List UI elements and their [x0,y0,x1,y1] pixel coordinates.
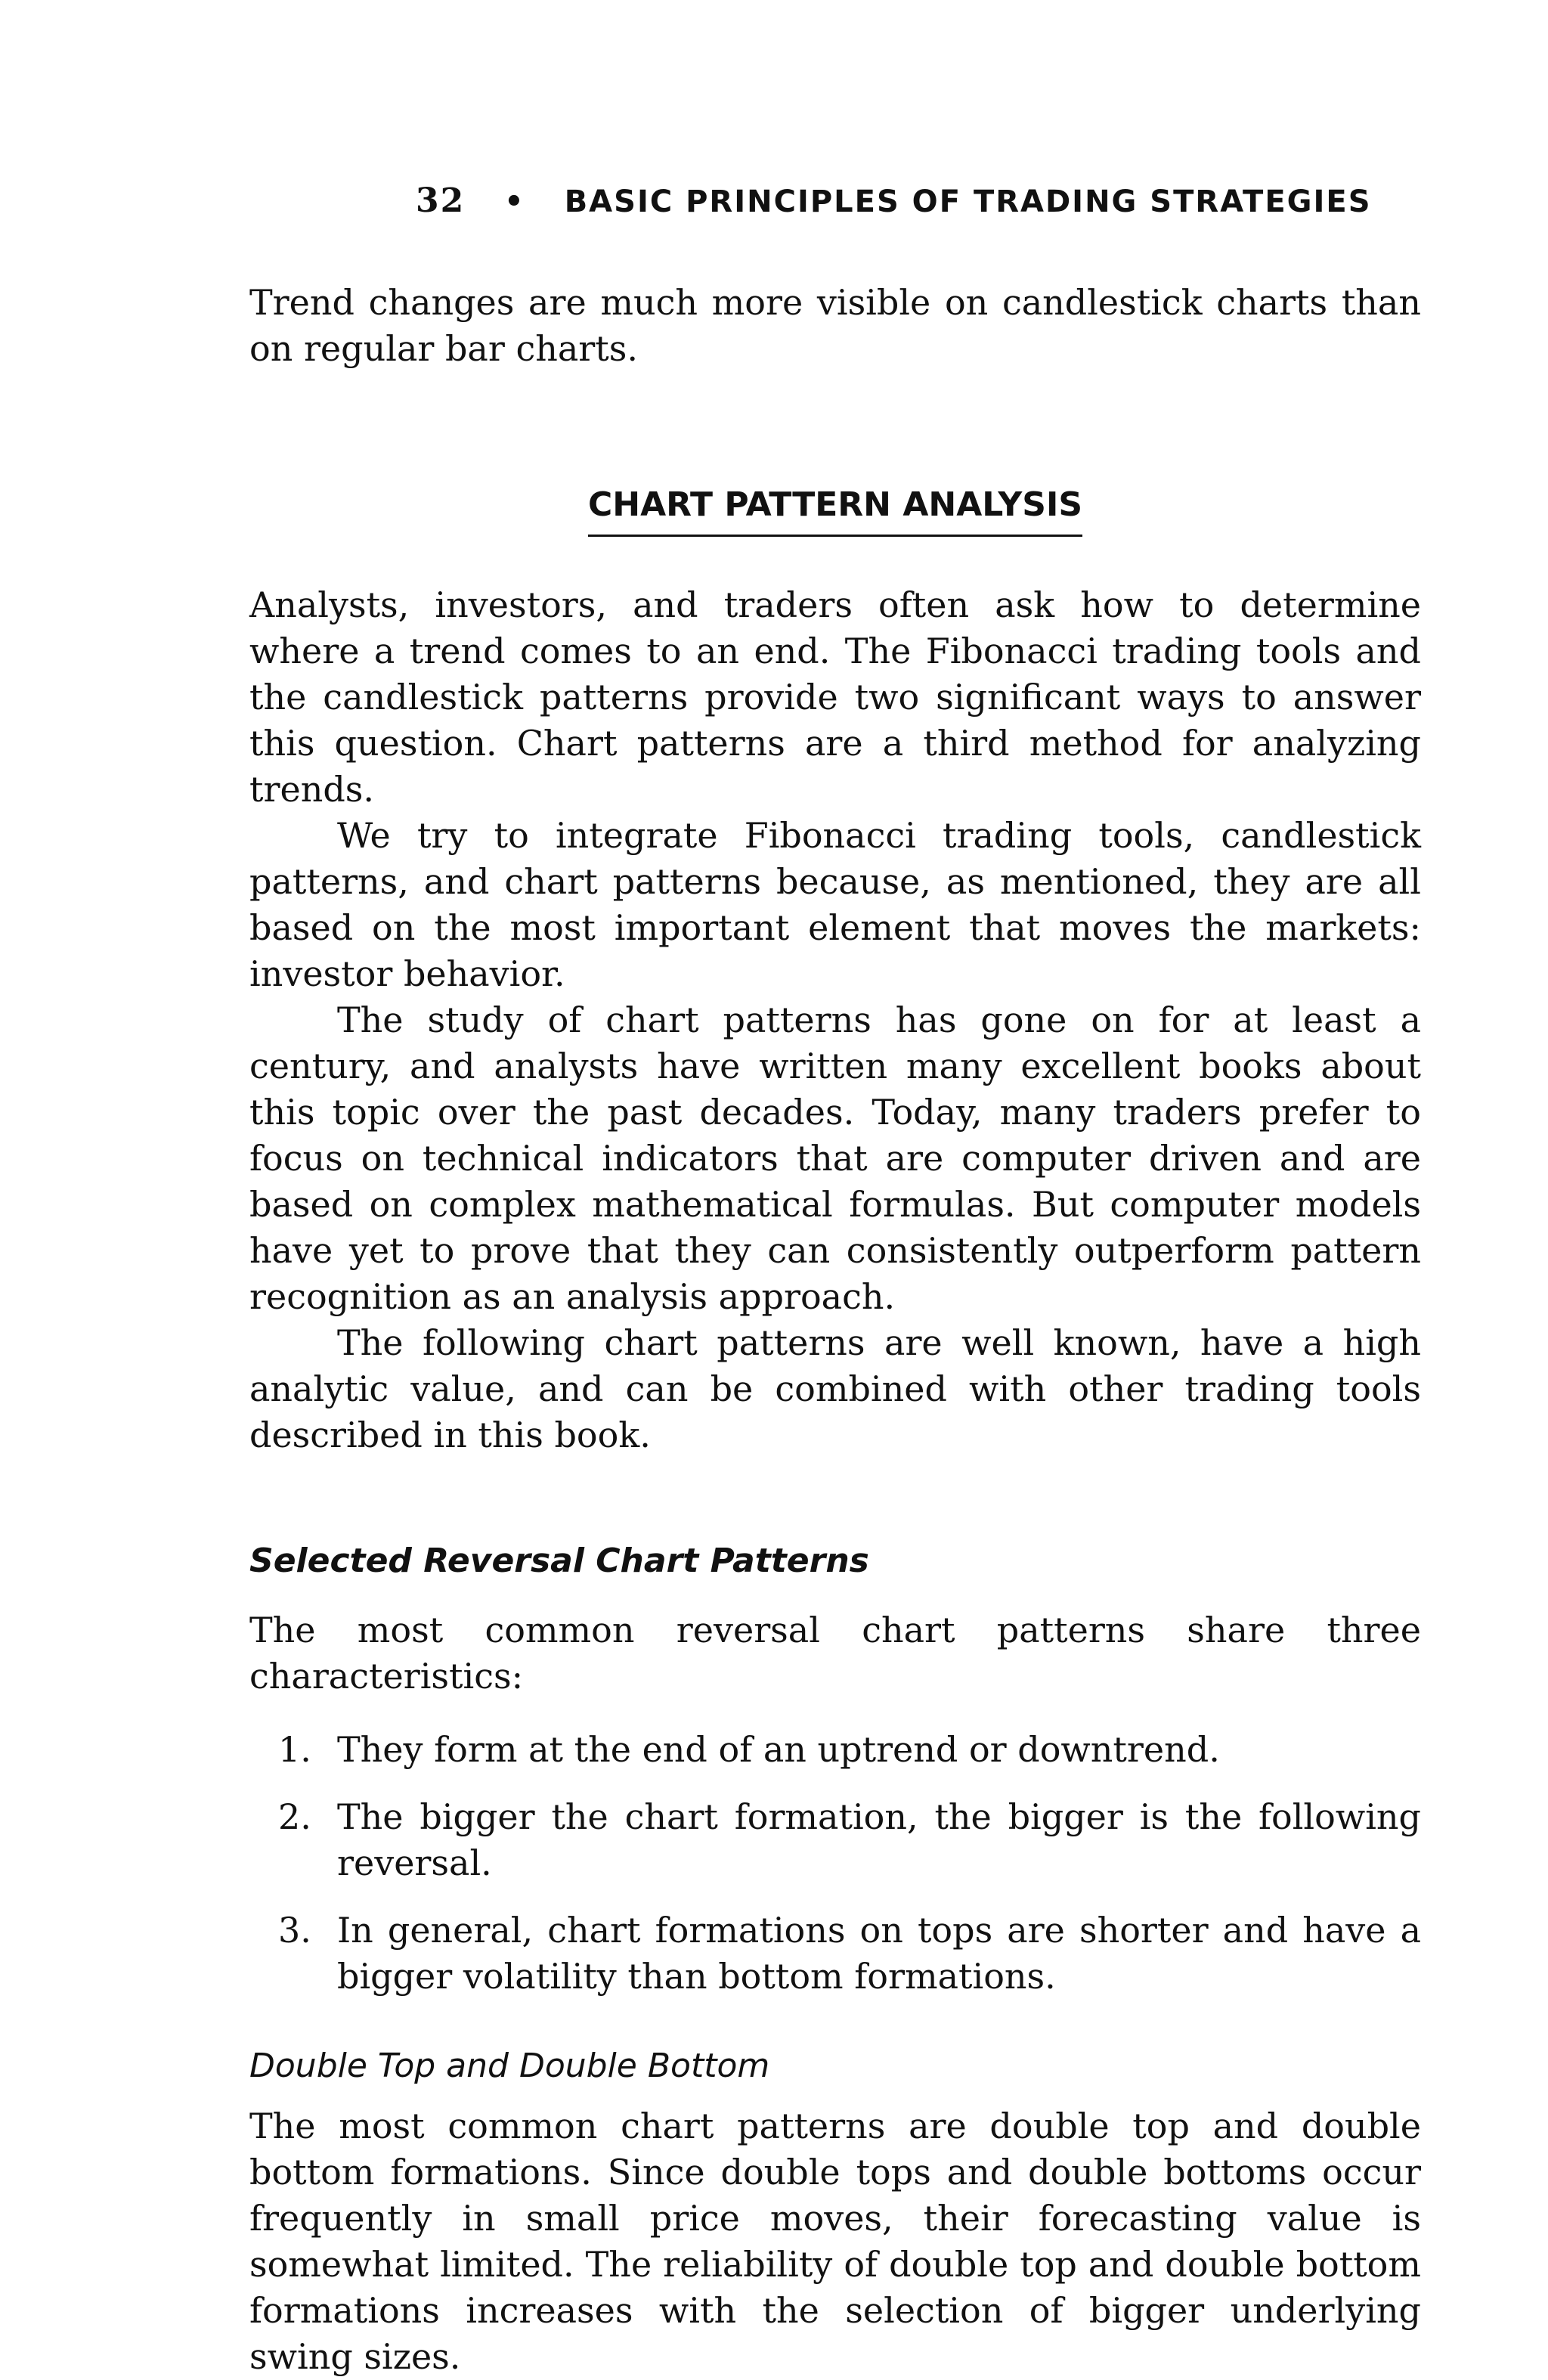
running-head [416,181,1372,220]
list-marker: 3. [278,1910,311,1951]
list-item-text: The bigger the chart formation, the bigger is the following reversal. [337,1796,1421,1883]
section-paragraph-4: The following chart patterns are well known, have a high analytic value, and can be combined with other trading tools described in this book. [249,1322,1421,1455]
list-item [249,1727,1421,1773]
section-paragraph-2: We try to integrate Fibonacci trading tools, candlestick patterns, and chart patterns because, as mentioned, they are all based on the most important element that moves the markets: investor behavior. [249,815,1421,994]
subsubsection-heading: Double Top and Double Bottom [249,2047,770,2085]
subsubsection-paragraph: The most common chart patterns are double top and double bottom formations. Since double tops and double bottoms occur frequently in small price moves, their forecasting value is somewhat limited. The reliability of double top and double bottom formations increases with the selection of bigger underlying swing sizes. [249,2106,1421,2377]
running-head-separator: • [504,184,525,219]
page-content [249,280,1421,2380]
section-heading-wrapper [249,485,1421,537]
list-item-text: In general, chart formations on tops are shorter and have a bigger volatility than bottom formations. [337,1910,1421,1997]
list-item [249,1794,1421,1886]
section-paragraph-1: Analysts, investors, and traders often ask how to determine where a trend comes to an end. The Fibonacci trading tools and the candlestick patterns provide two significant ways to answer this question. Chart patterns are a third method for analyzing trends. [249,584,1421,810]
list-item-text: They form at the end of an uptrend or downtrend. [337,1729,1220,1770]
characteristics-list [249,1727,1421,2000]
intro-paragraph: Trend changes are much more visible on candlestick charts than on regular bar charts. [249,282,1421,369]
subsection-intro: The most common reversal chart patterns share three characteristics: [249,1610,1421,1697]
list-item [249,1907,1421,2000]
running-head-title: BASIC PRINCIPLES OF TRADING STRATEGIES [564,184,1372,219]
list-marker: 2. [278,1796,311,1837]
list-marker: 1. [278,1729,311,1770]
page-number: 32 [416,181,466,220]
section-heading: CHART PATTERN ANALYSIS [588,485,1082,537]
section-paragraph-3: The study of chart patterns has gone on for at least a century, and analysts have written many excellent books about this topic over the past decades. Today, many traders prefer to focus on technical indicators that are computer driven and are based on complex mathematical formulas. But computer models have yet to prove that they can consistently outperform pattern recognition as an analysis approach. [249,999,1421,1317]
subsection-heading: Selected Reversal Chart Patterns [249,1542,869,1580]
